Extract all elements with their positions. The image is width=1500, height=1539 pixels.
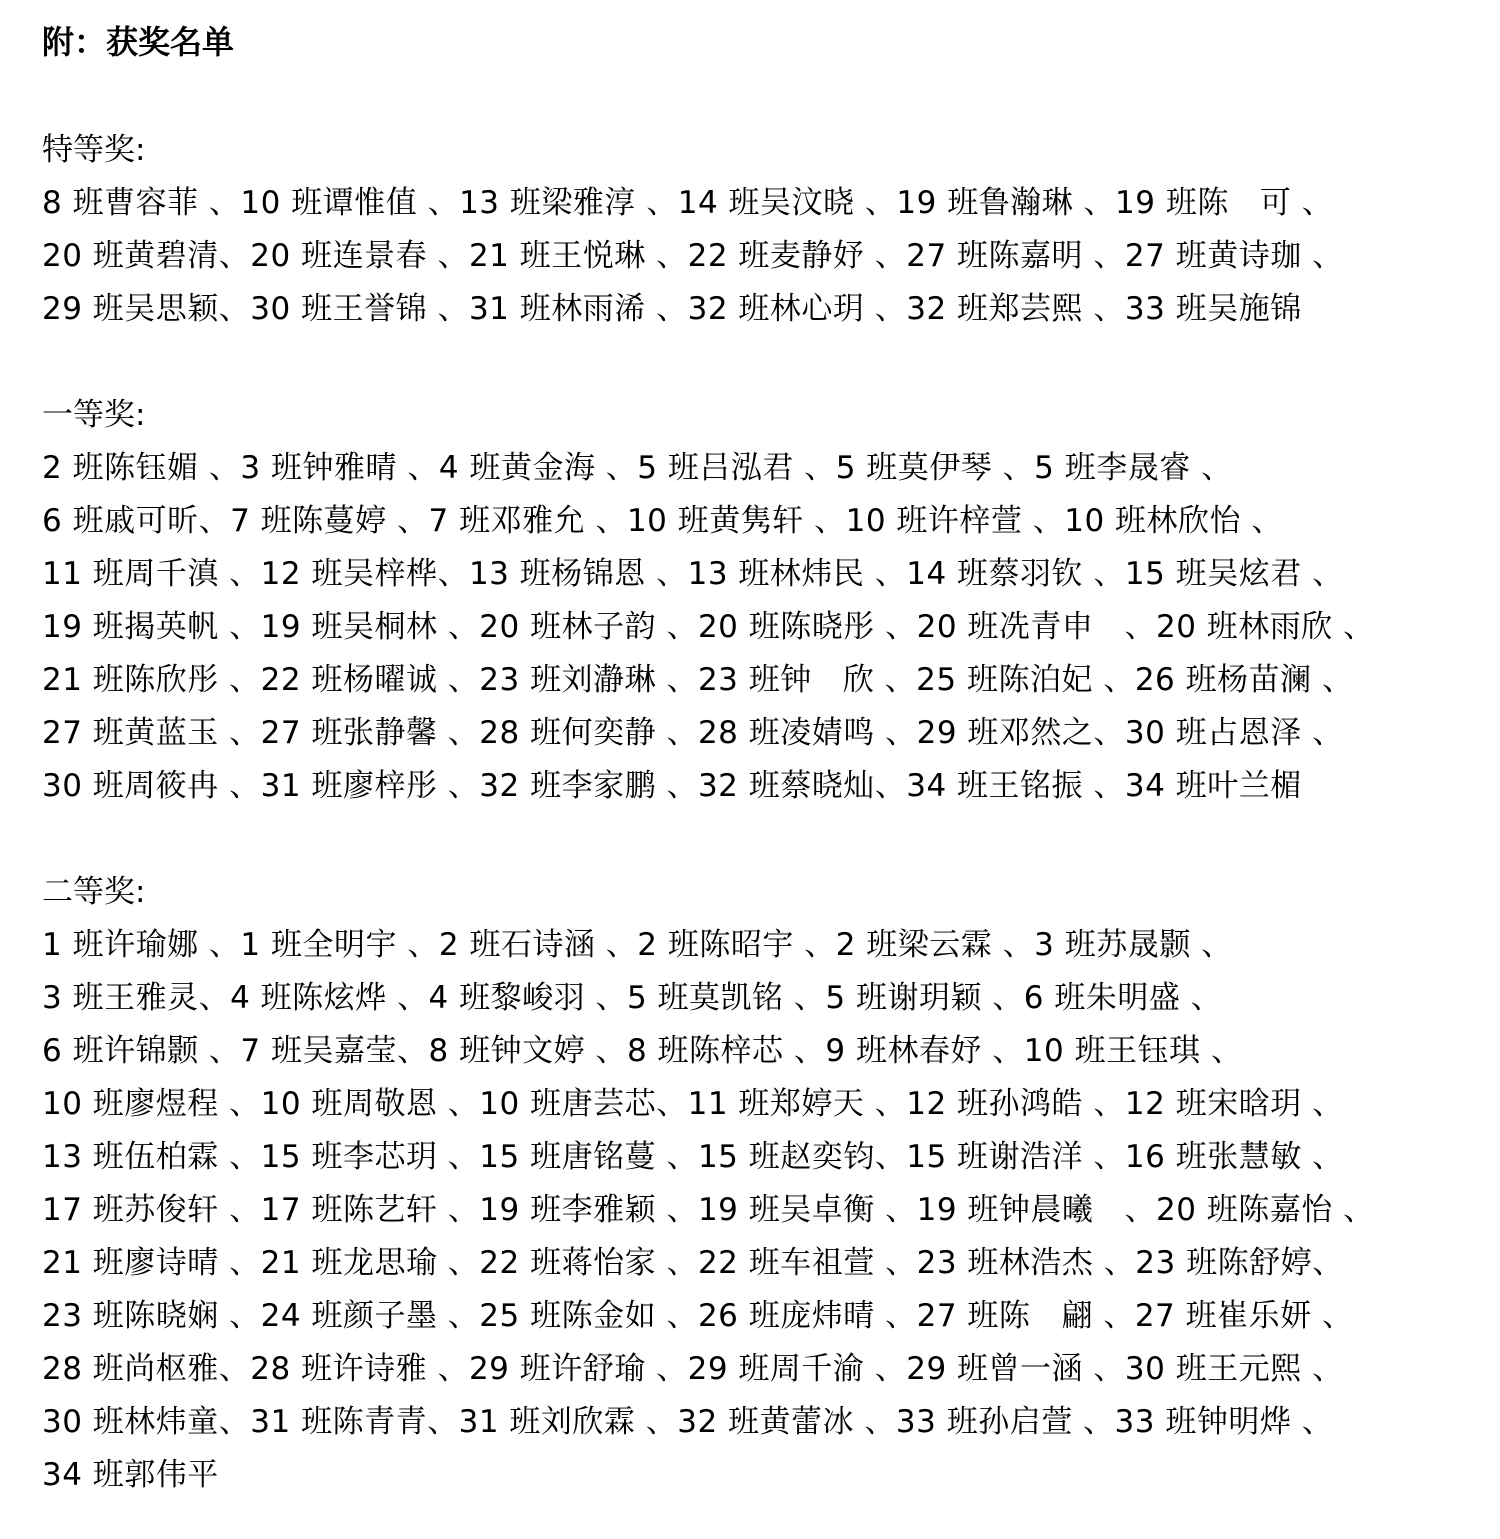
award-line: 13 班伍柏霖 、15 班李芯玥 、15 班唐铭蔓 、15 班赵奕钧、15 班谢浩洋 、16 班张慧敏 、 [42,1139,1344,1175]
award-line: 23 班陈晓娴 、24 班颜子墨 、25 班陈金如 、26 班庞炜晴 、27 班陈 翩 、27 班崔乐妍 、 [42,1298,1354,1334]
award-line: 20 班黄碧清、20 班连景春 、21 班王悦琳 、22 班麦静妤 、27 班陈嘉明 、27 班黄诗珈 、 [42,238,1344,274]
award-line: 30 班周筱冉 、31 班廖梓彤 、32 班李家鹏 、32 班蔡晓灿、34 班王铭振 、34 班叶兰楣 [42,768,1302,804]
award-line: 21 班陈欣彤 、22 班杨曜诚 、23 班刘瀞琳 、23 班钟 欣 、25 班陈泊妃 、26 班杨苗澜 、 [42,662,1354,698]
award-line: 17 班苏俊轩 、17 班陈艺轩 、19 班李雅颖 、19 班吴卓衡 、19 班钟晨曦 、20 班陈嘉怡 、 [42,1192,1375,1228]
award-line: 2 班陈钰媚 、3 班钟雅晴 、4 班黄金海 、5 班吕泓君 、5 班莫伊琴 、5 班李晟睿 、 [42,450,1233,486]
award-line: 30 班林炜童、31 班陈青青、31 班刘欣霖 、32 班黄蕾冰 、33 班孙启萱 、33 班钟明烨 、 [42,1404,1334,1440]
document-title: 附：获奖名单 [42,23,235,61]
award-line: 6 班许锦颢 、7 班吴嘉莹、8 班钟文婷 、8 班陈梓芯 、9 班林春妤 、10 班王钰琪 、 [42,1033,1243,1069]
award-line: 21 班廖诗晴 、21 班龙思瑜 、22 班蒋怡家 、22 班车祖萱 、23 班林浩杰 、23 班陈舒婷、 [42,1245,1344,1281]
award-line: 6 班戚可昕、7 班陈蔓婷 、7 班邓雅允 、10 班黄隽轩 、10 班许梓萱 、10 班林欣怡 、 [42,503,1283,539]
section-heading-first-prize: 一等奖: [42,397,146,433]
award-line: 11 班周千滇 、12 班吴梓桦、13 班杨锦恩 、13 班林炜民 、14 班蔡羽钦 、15 班吴炫君 、 [42,556,1344,592]
section-heading-special-prize: 特等奖: [42,132,146,168]
section-heading-second-prize: 二等奖: [42,874,146,910]
award-line: 27 班黄蓝玉 、27 班张静馨 、28 班何奕静 、28 班凌婧鸣 、29 班邓然之、30 班占恩泽 、 [42,715,1344,751]
award-line: 34 班郭伟平 [42,1457,219,1493]
award-line: 29 班吴思颖、30 班王誉锦 、31 班林雨浠 、32 班林心玥 、32 班郑芸熙 、33 班吴施锦 [42,291,1302,327]
award-line: 8 班曹容菲 、10 班谭惟值 、13 班梁雅淳 、14 班吴汶晓 、19 班鲁瀚琳 、19 班陈 可 、 [42,185,1334,221]
award-line: 3 班王雅灵、4 班陈炫烨 、4 班黎峻羽 、5 班莫凯铭 、5 班谢玥颖 、6 班朱明盛 、 [42,980,1223,1016]
award-line: 19 班揭英帆 、19 班吴桐林 、20 班林子韵 、20 班陈晓彤 、20 班冼青申 、20 班林雨欣 、 [42,609,1375,645]
award-line: 1 班许瑜娜 、1 班全明宇 、2 班石诗涵 、2 班陈昭宇 、2 班梁云霖 、3 班苏晟颢 、 [42,927,1233,963]
award-line: 28 班尚枢雅、28 班许诗雅 、29 班许舒瑜 、29 班周千渝 、29 班曾一涵 、30 班王元熙 、 [42,1351,1344,1387]
award-line: 10 班廖煜程 、10 班周敬恩 、10 班唐芸芯、11 班郑婷天 、12 班孙鸿皓 、12 班宋晗玥 、 [42,1086,1344,1122]
